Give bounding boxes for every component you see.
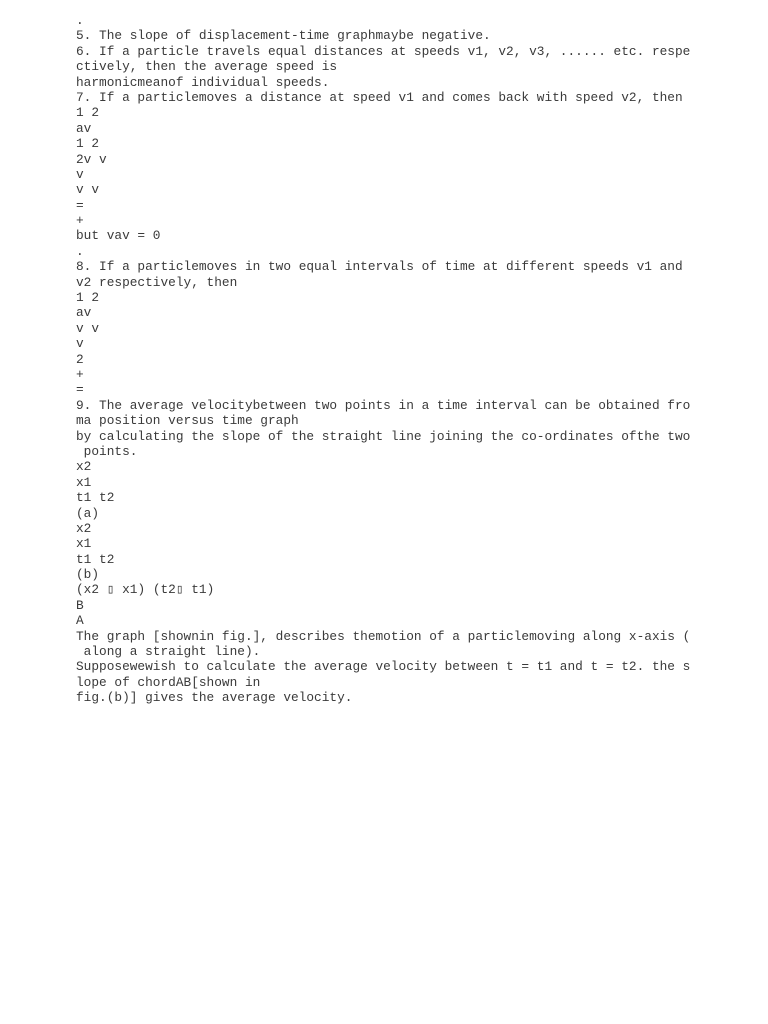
text-line: = [76,382,84,398]
text-line: x1 [76,536,92,552]
text-line: A [76,613,84,629]
text-line: harmonicmeanof individual speeds. [76,74,330,90]
text-line: Supposewewish to calculate the average velocity between t = t1 and t = t2. the s [76,659,691,675]
text-line: by calculating the slope of the straight line joining the co-ordinates ofthe two [76,428,691,444]
text-line: 1 2 [76,105,100,121]
text-line: v2 respectively, then [76,274,238,290]
text-line: + [76,366,84,382]
text-line: 9. The average velocitybetween two points in a time interval can be obtained fro [76,397,691,413]
text-line: B [76,597,84,613]
text-line: v v [76,182,100,198]
text-line: t1 t2 [76,490,115,506]
text-line: av [76,305,92,321]
text-line: The graph [shownin fig.], describes themotion of a particlemoving along x-axis ( [76,628,691,644]
text-line: 2v v [76,151,107,167]
text-line: 2 [76,351,84,367]
text-line: (a) [76,505,100,521]
text-line: v [76,166,84,182]
text-line: 5. The slope of displacement-time graphmaybe negative. [76,28,491,44]
text-line: v [76,336,84,352]
text-line: x2 [76,520,92,536]
text-line: . [76,13,84,28]
text-line: x1 [76,474,92,490]
text-line: = [76,197,84,213]
text-line: . [76,243,84,259]
text-line: x2 [76,459,92,475]
text-line: 7. If a particlemoves a distance at speed v1 and comes back with speed v2, then [76,89,683,105]
text-line: points. [76,443,138,459]
text-line: 6. If a particle travels equal distances at speeds v1, v2, v3, ...... etc. respe [76,43,691,59]
document-page [76,13,756,706]
text-line: t1 t2 [76,551,115,567]
text-line: lope of chordAB[shown in [76,674,261,690]
text-line: (x2 ▯ x1) (t2▯ t1) [76,582,215,598]
text-line: ma position versus time graph [76,413,299,429]
text-line: along a straight line). [76,644,261,660]
text-line: (b) [76,567,100,583]
text-line: v v [76,320,100,336]
text-line: 1 2 [76,290,100,306]
text-line: but vav = 0 [76,228,161,244]
text-line: 1 2 [76,136,100,152]
text-line: 8. If a particlemoves in two equal intervals of time at different speeds v1 and [76,259,683,275]
text-line: fig.(b)] gives the average velocity. [76,690,353,706]
text-line: av [76,120,92,136]
text-line: + [76,213,84,229]
text-line: ctively, then the average speed is [76,59,338,75]
